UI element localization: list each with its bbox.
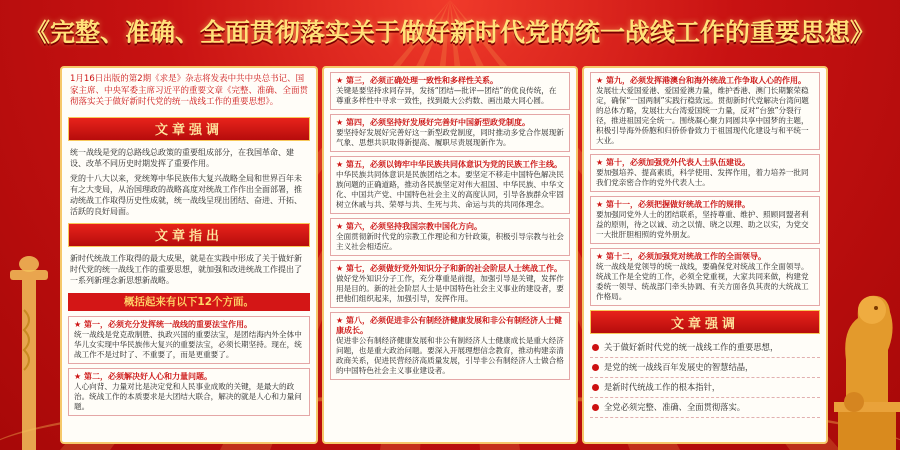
point-item [68, 368, 310, 416]
point-body: 关键是要坚持求同存异，发扬“团结—批评—团结”的优良传统，在尊重多样性中寻求一致性，找到最大公约数、画出最大同心圆。 [336, 86, 557, 105]
point-title: ★ 第八，必须促进非公有制经济健康发展和非公有制经济人士健康成长。 [336, 316, 564, 336]
point-body: 统一战线是党领导的统一战线，要确保党对统战工作全面领导。统战工作是全党的工作，必须全党重视，大家共同来做，构建党委统一领导、统战部门牵头协调、有关方面各负其责的大统战工作格局。 [596, 262, 809, 301]
point-body: 要坚持好发展好完善好这一新型政党制度，同时推动多党合作展现新气象、思想共识取得新提高、履职尽责展现新作为。 [336, 128, 564, 147]
bullet-dot-icon [592, 344, 599, 351]
stone-lion-icon [832, 270, 900, 450]
section-banner-emphasis: 文章强调 [590, 310, 820, 334]
point-item [590, 72, 820, 150]
poster-title: 《完整、准确、全面贯彻落实关于做好新时代党的统一战线工作的重要思想》 [24, 18, 875, 47]
point-title: ★ 第七，必须做好党外知识分子和新的社会阶层人士统战工作。 [336, 264, 564, 274]
point-item [590, 196, 820, 244]
point-body: 中华民族共同体意识是民族团结之本。要坚定不移走中国特色解决民族问题的正确道路，推动各民族坚定对伟大祖国、中华民族、中华文化、中国共产党、中国特色社会主义的高度认同，引导各族群众牢固树立休戚与共、荣辱与共、生死与共、命运与共的共同体理念。 [336, 170, 564, 209]
section-banner-emphasis: 文章强调 [68, 117, 310, 141]
section-banner-points: 文章指出 [68, 223, 310, 247]
huabiao-pillar-icon [6, 250, 52, 450]
bullet-item [590, 338, 820, 358]
summary-banner: 概括起来有以下12个方面。 [68, 293, 310, 311]
bullet-dot-icon [592, 384, 599, 391]
intro-text: 1月16日出版的第2期《求是》杂志将发表中共中央总书记、国家主席、中央军委主席习近平的重要文章《完整、准确、全面贯彻落实关于做好新时代党的统一战线工作的重要思想》。 [70, 74, 309, 107]
bullet-text: 是新时代统战工作的根本指针， [604, 382, 721, 392]
point-title: ★ 第十一，必须把握做好统战工作的规律。 [596, 200, 814, 210]
point-title: ★ 第十，必须加强党外代表人士队伍建设。 [596, 158, 814, 168]
bullet-item [590, 378, 820, 398]
point-item [590, 248, 820, 306]
point-title: ★ 第六，必须坚持我国宗教中国化方向。 [336, 222, 564, 232]
point-title: ★ 第二，必须解决好人心和力量问题。 [74, 372, 304, 382]
point-body: 促进非公有制经济健康发展和非公有制经济人士健康成长是重大经济问题，也是重大政治问题。要深入开展理想信念教育，推动构建亲清政商关系，促进民营经济高质量发展，引导非公有制经济人士做合格的中国特色社会主义事业建设者。 [336, 336, 564, 375]
title-bar [0, 0, 900, 62]
bullet-dot-icon [592, 404, 599, 411]
point-item [330, 260, 570, 308]
point-item [330, 218, 570, 256]
point-body: 发展壮大爱国爱港、爱国爱澳力量，维护香港、澳门长期繁荣稳定，确保“一国两制”实践行稳致远。贯彻新时代党解决台湾问题的总体方略，发展壮大台湾爱国统一力量，反对“台独”分裂行径，推进祖国完全统一。围绕凝心聚力同圆共享中国梦的主题，积极引导海外侨胞和归侨侨眷致力于祖国现代化建设与和平统一大业。 [596, 86, 809, 145]
bullet-item [590, 398, 820, 418]
point-item [330, 72, 570, 110]
point-body: 要加强同党外人士的团结联系，坚持尊重、维护、照顾同盟者利益的原则，待之以诚、动之以情、晓之以理、助之以实，为党交一大批肝胆相照的党外朋友。 [596, 210, 809, 239]
bullet-dot-icon [592, 364, 599, 371]
point-title: ★ 第五，必须以铸牢中华民族共同体意识为党的民族工作主线。 [336, 160, 564, 170]
bullet-list [590, 338, 820, 418]
paragraph: 党的十八大以来，党统筹中华民族伟大复兴战略全局和世界百年未有之大变局，从治国理政的战略高度对统战工作作出全面部署，推动统战工作取得历史性成就，统一战线呈现出团结、奋进、开拓、活跃的良好局面。 [70, 173, 302, 216]
point-body: 统一战线是党克敌制胜、执政兴国的重要法宝，是团结海内外全体中华儿女实现中华民族伟大复兴的重要法宝，必须长期坚持。现在，统战工作不是过时了、不重要了，而是更重要了。 [74, 329, 302, 359]
point-body: 要加强培养、提高素质，科学使用、发挥作用，着力培养一批同我们党亲密合作的党外代表人士。 [596, 168, 809, 187]
paragraph: 新时代统战工作取得的最大成果，就是在实践中形成了关于做好新时代党的统一战线工作的重要思想，就加强和改进统战工作提出了一系列新理念新思想新战略。 [70, 253, 302, 285]
point-item [590, 154, 820, 192]
point-body: 人心向背、力量对比是决定党和人民事业成败的关键，是最大的政治。统战工作的本质要求是大团结大联合，解决的就是人心和力量问题。 [74, 381, 302, 411]
point-title: ★ 第九，必须发挥港澳台和海外统战工作争取人心的作用。 [596, 76, 814, 86]
point-item [330, 312, 570, 380]
bullet-item [590, 358, 820, 378]
point-item [68, 316, 310, 364]
point-title: ★ 第十二，必须加强党对统战工作的全面领导。 [596, 252, 814, 262]
point-title: ★ 第一，必须充分发挥统一战线的重要法宝作用。 [74, 320, 304, 330]
right-column [582, 66, 828, 444]
bullet-text: 关于做好新时代党的统一战线工作的重要思想， [604, 342, 779, 352]
point-item [330, 114, 570, 152]
left-column [60, 66, 318, 444]
point-title: ★ 第三，必须正确处理一致性和多样性关系。 [336, 76, 564, 86]
point-item [330, 156, 570, 214]
paragraph: 统一战线是党的总路线总政策的重要组成部分，在我国革命、建设、改革不同历史时期发挥了重要作用。 [70, 147, 294, 168]
point-body: 全面贯彻新时代党的宗教工作理论和方针政策，积极引导宗教与社会主义社会相适应。 [336, 232, 564, 251]
point-title: ★ 第四，必须坚持好发展好完善好中国新型政党制度。 [336, 118, 564, 128]
middle-column [322, 66, 578, 444]
point-body: 做好党外知识分子工作，充分尊重是前提，加强引导是关键，发挥作用是目的。新的社会阶层人士是中国特色社会主义事业的建设者，要把他们组织起来，加强引导，发挥作用。 [336, 274, 564, 303]
bullet-text: 全党必须完整、准确、全面贯彻落实。 [604, 402, 746, 412]
bullet-text: 是党的统一战线百年发展史的智慧结晶， [604, 362, 754, 372]
